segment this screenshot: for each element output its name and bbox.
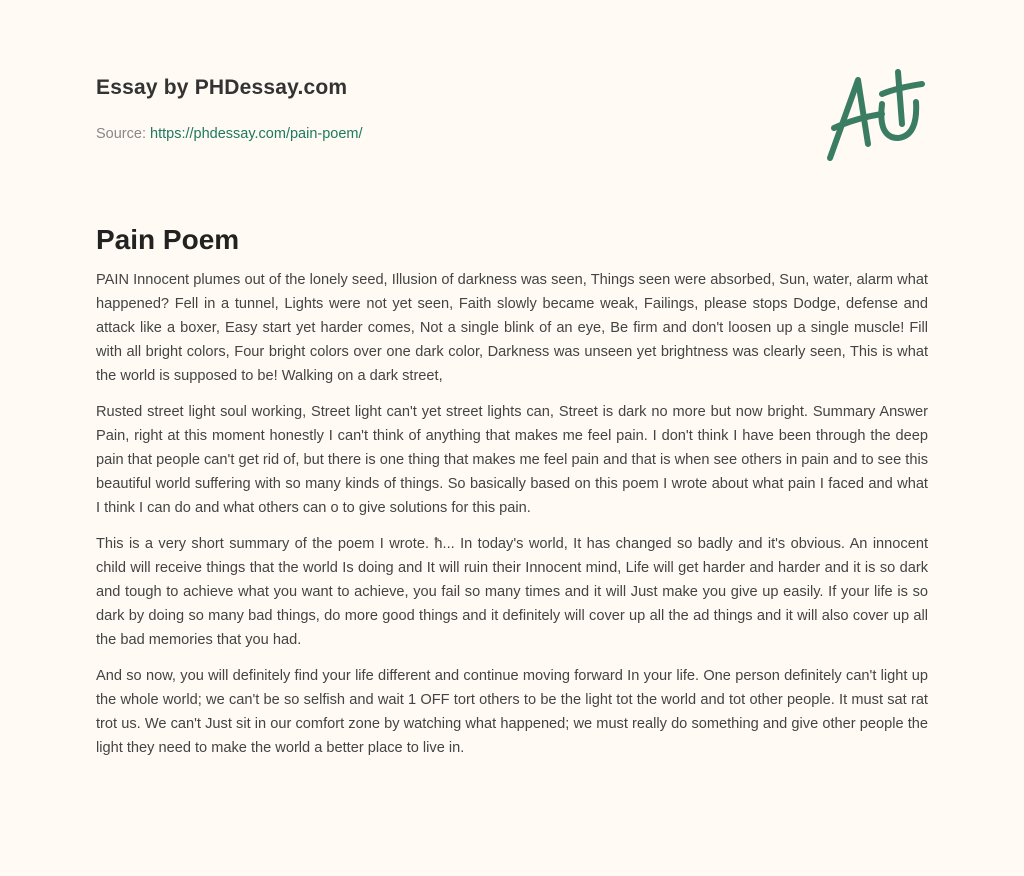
source-label: Source: — [96, 126, 146, 142]
source-line — [96, 126, 363, 142]
brand-title: Essay by PHDessay.com — [96, 76, 348, 99]
paragraph: Rusted street light soul working, Street light can't yet street lights can, Street is dark no more but now bright. Summary Answer Pain, right at this moment honestly I can't think of anything that makes me feel pain. I don't think I have been through the deep pain that people can't get rid of, but there is one thing that makes me feel pain and that is when see others in pain and to see this beautiful world suffering with so many kinds of things. So basically based on this poem I wrote about what pain I faced and what I think I can do and what others can o to give solutions for this pain. — [96, 404, 928, 516]
paragraph: PAIN Innocent plumes out of the lonely seed, Illusion of darkness was seen, Things seen were absorbed, Sun, water, alarm what happened? Fell in a tunnel, Lights were not yet seen, Faith slowly became weak, Failings, please stops Dodge, defense and attack like a boxer, Easy start yet harder comes, Not a single blink of an eye, Be firm and don't loosen up a single muscle! Fill with all bright colors, Four bright colors over one dark color, Darkness was unseen yet brightness was clearly seen, This is what the world is supposed to be! Walking on a dark street, — [96, 272, 928, 384]
paragraph: And so now, you will definitely find your life different and continue moving forward In your life. One person definitely can't light up the whole world; we can't be so selfish and wait 1 OFF tort others to be the light tot the world and tot other people. It must sat rat trot us. We can't Just sit in our comfort zone by watching what happened; we must really do something and give other people the light they need to make the world a better place to live in. — [96, 668, 928, 756]
a-plus-logo-icon — [820, 66, 930, 166]
paragraph: This is a very short summary of the poem I wrote. ħ... In today's world, It has changed so badly and it's obvious. An innocent child will receive things that the world Is doing and It will ruin their Innocent mind, Life will get harder and harder and it is so dark and tough to achieve what you want to achieve, you fail so many times and it will Just make you give up easily. If your life is so dark by doing so many bad things, do more good things and it definitely will cover up all the ad things and it will also cover up all the bad memories that you had. — [96, 536, 928, 648]
essay-header — [96, 76, 928, 142]
essay-body — [96, 268, 928, 772]
page-title: Pain Poem — [96, 224, 240, 255]
source-link[interactable]: https://phdessay.com/pain-poem/ — [150, 126, 363, 142]
